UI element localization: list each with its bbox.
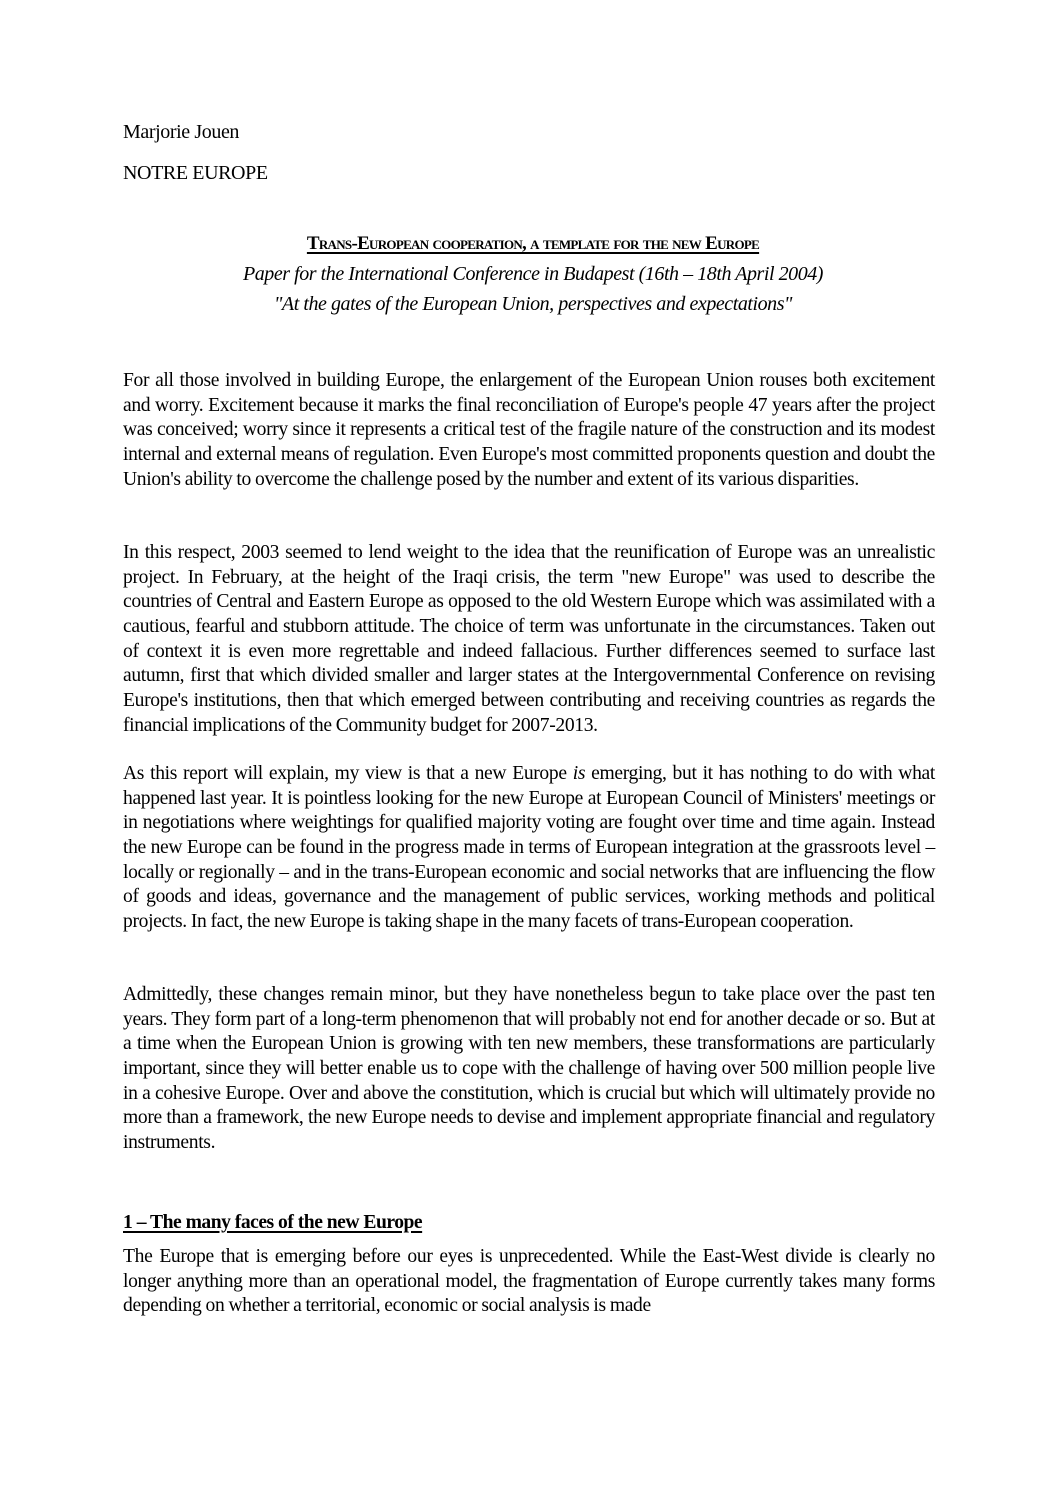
author-name: Marjorie Jouen <box>123 121 240 143</box>
section-paragraph: The Europe that is emerging before our eyes is unprecedented. While the East-West divide is clearly no longer anything more than an operational model, the fragmentation of Europe currently takes many forms depending on whether a territorial, economic or social analysis is made <box>123 1246 935 1317</box>
document-subtitle-conference: Paper for the International Conference in Budapest (16th – 18th April 2004) <box>242 263 824 285</box>
body-paragraph <box>123 762 935 935</box>
document-title: Trans-European cooperation, a template for the new Europe <box>306 233 760 254</box>
body-paragraph: In this respect, 2003 seemed to lend weight to the idea that the reunification of Europe was an unrealistic project. In February, at the height of the Iraqi crisis, the term "new Europe" was used to describe the countries of Central and Eastern Europe as opposed to the old Western Europe which was assimilated with a cautious, fearful and stubborn attitude. The choice of term was unfortunate in the circumstances. Taken out of context it is even more regrettable and indeed fallacious. Further differences seemed to surface last autumn, first that which divided smaller and larger states at the Intergovernmental Conference on revising Europe's institutions, then that which emerged between contributing and receiving countries as regards the financial implications of the Community budget for 2007-2013. <box>123 542 935 736</box>
document-subtitle-theme: "At the gates of the European Union, perspectives and expectations" <box>273 293 792 315</box>
body-paragraph: For all those involved in building Europe, the enlargement of the European Union rouses both excitement and worry. Excitement because it marks the final reconciliation of Europe's people 47 years after the project was conceived; worry since it represents a critical test of the fragile nature of the construction and its modest internal and external means of regulation. Even Europe's most committed proponents question and doubt the Union's ability to overcome the challenge posed by the number and extent of its various disparities. <box>123 370 935 490</box>
paragraph-text: emerging, but it has nothing to do with what happened last year. It is pointless looking for the new Europe at European Council of Ministers' meetings or in negotiations where weightings for qualified majority voting are fought over time and time again. Instead the new Europe can be found in the progress made in terms of European integration at the grassroots level – locally or regionally – and in the trans-European economic and social networks that are influencing the flow of goods and ideas, governance and the management of public services, working methods and political projects. In fact, the new Europe is taking shape in the many facets of trans-European cooperation. <box>123 763 935 932</box>
paragraph-text: As this report will explain, my view is that a new Europe <box>123 763 573 784</box>
section-heading: 1 – The many faces of the new Europe <box>123 1212 423 1233</box>
body-paragraph: Admittedly, these changes remain minor, but they have nonetheless begun to take place over the past ten years. They form part of a long-term phenomenon that will probably not end for another decade or so. But at a time when the European Union is growing with ten new members, these transformations are particularly important, since they will better enable us to cope with the challenge of having over 500 million people live in a cohesive Europe. Over and above the constitution, which is crucial but which will ultimately provide no more than a framework, the new Europe needs to devise and implement appropriate financial and regulatory instruments. <box>123 984 935 1153</box>
author-organization: NOTRE EUROPE <box>123 162 268 184</box>
emphasized-word: is <box>572 763 586 784</box>
